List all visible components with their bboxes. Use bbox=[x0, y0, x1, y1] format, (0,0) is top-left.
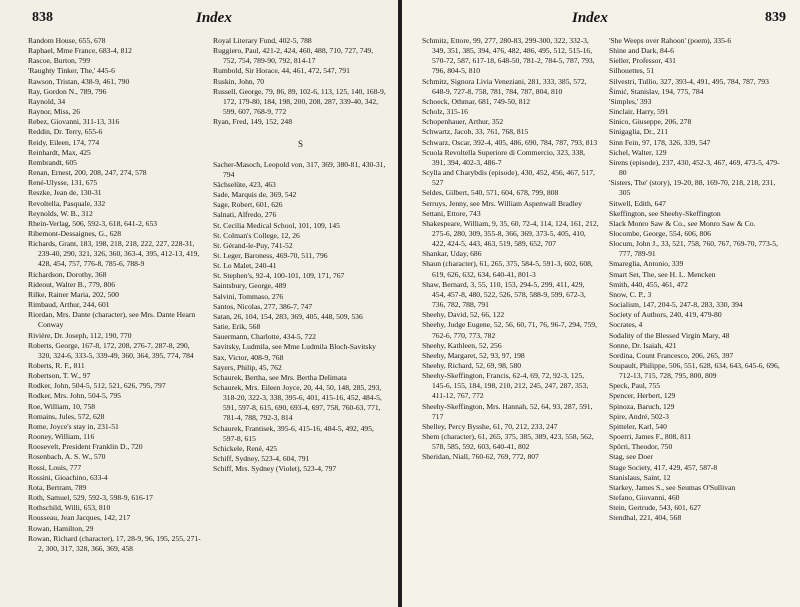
index-entry: Santos, Nicolas, 277, 386-7, 747 bbox=[213, 301, 313, 311]
index-entry: Sitwell, Edith, 647 bbox=[609, 198, 666, 208]
index-entry: Shine and Dark, 84-6 bbox=[609, 46, 674, 56]
index-entry: Royal Literary Fund, 402-5, 788 bbox=[213, 36, 312, 45]
index-entry: Sheridan, Niall, 760-62, 769, 772, 807 bbox=[422, 452, 539, 462]
index-entry: Slocum, John J., 33, 521, 758, 760, 767, 769-70, 773-5, 777, 789-91 bbox=[609, 239, 780, 259]
index-entry: Sheehy-Skeffington, Francis, 62-4, 69, 72, 92-3, 125, 145-6, 155, 184, 198, 210, 212, 245, 247, 287, 353, 411-12, 767, 772 bbox=[422, 371, 591, 401]
index-entry: Šimić, Stanislav, 194, 775, 784 bbox=[609, 86, 704, 96]
index-entry: Rota, Bertram, 789 bbox=[28, 482, 87, 492]
right-page-number: 839 bbox=[765, 10, 786, 25]
index-entry: Raynor, Miss, 26 bbox=[28, 107, 81, 117]
index-entry: Slocombe, George, 554, 606, 806 bbox=[609, 228, 711, 238]
index-entry: Settani, Ettore, 743 bbox=[422, 208, 481, 218]
index-entry: Rossini, Gioachino, 633-4 bbox=[28, 472, 108, 482]
index-entry: Shem (character), 61, 265, 375, 385, 389, 423, 558, 562, 578, 585, 592, 603, 640-41, 802 bbox=[422, 432, 596, 452]
index-entry: Rothschild, Willi, 653, 810 bbox=[28, 503, 111, 513]
index-entry: Rowan, Richard (character), 17, 28-9, 96, 195, 255, 271-2, 300, 317, 328, 366, 369, 458 bbox=[28, 533, 201, 553]
index-entry: Sheehy, Richard, 52, 69, 98, 580 bbox=[422, 361, 522, 370]
left-index-column-2 bbox=[213, 36, 388, 554]
index-entry: Reszke, Jean de, 130-31 bbox=[28, 188, 102, 198]
index-entry: Smart Set, The, see H. L. Mencken bbox=[609, 269, 716, 279]
left-page-header bbox=[28, 10, 388, 36]
index-entry: Sauermann, Charlotte, 434-5, 722 bbox=[213, 332, 316, 342]
index-entry: Rossi, Louis, 777 bbox=[28, 462, 82, 472]
index-entry: Rimbaud, Arthur, 244, 601 bbox=[28, 300, 110, 310]
index-entry: Scholz, 315-16 bbox=[422, 107, 468, 117]
index-entry: Sichel, Walter, 129 bbox=[609, 147, 667, 157]
index-entry: Sächselüte, 423, 463 bbox=[213, 179, 276, 189]
index-entry: Sodality of the Blessed Virgin Mary, 48 bbox=[609, 330, 730, 340]
index-entry: Rebez, Giovanni, 311-13, 316 bbox=[28, 117, 120, 127]
index-entry: Schiff, Mrs. Sydney (Violet), 523-4, 797 bbox=[213, 464, 337, 474]
index-entry: Rosenbach, A. S. W., 570 bbox=[28, 452, 106, 462]
left-index-column-1 bbox=[28, 36, 203, 554]
index-entry: Salnati, Alfredo, 276 bbox=[213, 210, 277, 220]
index-entry: Raynold, 34 bbox=[28, 96, 66, 106]
index-entry: Schmitz, Signora Livia Veneziani, 281, 333, 385, 572, 648-9, 727-8, 758, 781, 784, 787, 804, 810 bbox=[422, 76, 589, 96]
index-entry: Rhein-Verlag, 506, 592-3, 618, 641-2, 653 bbox=[28, 218, 158, 228]
index-entry: Raphael, Mme France, 683-4, 812 bbox=[28, 46, 132, 56]
index-entry: Snow, C. P., 3 bbox=[609, 289, 652, 299]
index-entry: Schopenhauer, Arthur, 352 bbox=[422, 117, 504, 127]
index-entry: Spitteler, Karl, 540 bbox=[609, 421, 667, 431]
index-entry: Sayers, Philip, 45, 762 bbox=[213, 362, 282, 372]
right-page-header bbox=[422, 10, 786, 36]
index-entry: Serruys, Jenny, see Mrs. William Aspenwall Bradley bbox=[422, 198, 582, 208]
index-entry: Rascoe, Burton, 799 bbox=[28, 56, 91, 66]
index-entry: Roberts, R. F., 811 bbox=[28, 361, 85, 370]
index-entry: Saintsbury, George, 489 bbox=[213, 281, 287, 291]
index-entry: Stendhal, 221, 404, 568 bbox=[609, 513, 682, 523]
index-entry: Reinhardt, Max, 425 bbox=[28, 147, 91, 157]
index-entry: Sinclair, Harry, 591 bbox=[609, 107, 669, 117]
right-page bbox=[402, 0, 800, 607]
index-entry: René-Ulysse, 131, 675 bbox=[28, 178, 98, 188]
index-entry: St. Lo Malet, 240-41 bbox=[213, 261, 277, 271]
index-entry: Rodker, John, 504-5, 512, 521, 626, 795, 797 bbox=[28, 381, 166, 391]
index-entry: Rivière, Dr. Joseph, 112, 190, 770 bbox=[28, 330, 132, 340]
index-entry: Reidy, Eileen, 174, 774 bbox=[28, 137, 100, 147]
index-entry: Schaurek, Mrs. Eileen Joyce, 20, 44, 50, 148, 285, 293, 318-20, 322-3, 338, 395-6, 401, 415-16, 452, 484-5, 591, 597-8, 615, 690, 693-4, 697, 758, 760-63, 771, 781-4, 788, 792-3, 814 bbox=[213, 383, 384, 423]
index-entry: Renan, Ernest, 200, 208, 247, 274, 578 bbox=[28, 168, 147, 178]
index-entry: Ruggiero, Paul, 421-2, 424, 460, 488, 710, 727, 749, 752, 754, 789-90, 792, 814-17 bbox=[213, 46, 376, 66]
index-entry: St. Colman's College, 12, 26 bbox=[213, 230, 300, 240]
index-entry: Sheehy, David, 52, 66, 122 bbox=[422, 310, 505, 320]
index-entry: Rodker, Mrs. John, 504-5, 795 bbox=[28, 391, 121, 401]
index-entry: Reddin, Dr. Terry, 655-6 bbox=[28, 127, 103, 137]
index-entry: Sordina, Count Francesco, 206, 265, 397 bbox=[609, 350, 734, 360]
index-entry: Skeffington, see Sheehy-Skeffington bbox=[609, 208, 721, 218]
index-entry: 'Raughty Tinker, The,' 445-6 bbox=[28, 66, 115, 76]
index-entry: Silhouettes, 51 bbox=[609, 66, 655, 76]
index-entry: Smareglia, Antonio, 339 bbox=[609, 259, 684, 269]
index-entry: Stag, see Doer bbox=[609, 452, 654, 462]
index-entry: Rilke, Rainer Maria, 202, 500 bbox=[28, 289, 119, 299]
index-entry: Salvini, Tommaso, 276 bbox=[213, 291, 284, 301]
index-entry: Rawson, Tristan, 438-9, 461, 790 bbox=[28, 76, 130, 86]
index-entry: Riordan, Mrs. Dante (character), see Mrs. Dante Hearn Conway bbox=[28, 310, 198, 330]
index-entry: Sieller, Professor, 431 bbox=[609, 56, 676, 66]
index-entry: Soupault, Philippe, 506, 551, 628, 634, 643, 645-6, 696, 712-13, 715, 728, 795, 800, 809 bbox=[609, 361, 782, 381]
index-entry: Rousseau, Jean Jacques, 142, 217 bbox=[28, 513, 131, 523]
index-entry: Socialism, 147, 204-5, 247-8, 283, 330, 394 bbox=[609, 300, 743, 310]
index-entry: 'Sisters, The' (story), 19-20, 88, 169-70, 218, 218, 231, 305 bbox=[609, 178, 778, 198]
left-page-number: 838 bbox=[32, 10, 53, 25]
index-entry: Spoerri, James F., 808, 811 bbox=[609, 432, 692, 442]
index-entry: Sheehy, Margaret, 52, 93, 97, 198 bbox=[422, 350, 525, 360]
index-entry: Rumbold, Sir Horace, 44, 461, 472, 547, 791 bbox=[213, 66, 350, 76]
index-entry: Schiff, Sydney, 523-4, 604, 791 bbox=[213, 454, 310, 464]
index-entry: Ray, Gordon N., 789, 796 bbox=[28, 86, 107, 96]
index-entry: Ribemont-Dessaignes, G., 628 bbox=[28, 228, 122, 238]
index-entry: Sade, Marquis de, 369, 542 bbox=[213, 190, 297, 200]
index-entry: 'Simples,' 393 bbox=[609, 96, 652, 106]
index-entry: Schaurek, Frantisek, 395-6, 415-16, 484-5, 492, 495, 597-8, 615 bbox=[213, 423, 376, 443]
index-entry: Schickele, René, 425 bbox=[213, 443, 278, 453]
index-entry: Silvestri, Tullio, 327, 393-4, 491, 495, 784, 787, 793 bbox=[609, 76, 769, 86]
left-running-title: Index bbox=[196, 10, 232, 26]
index-entry: Russell, George, 79, 86, 89, 102-6, 113, 125, 140, 168-9, 172, 179-80, 184, 198, 200, 208, 287, 339-40, 342, 599, 607, 768-9, 772 bbox=[213, 86, 388, 117]
index-entry: Shaw, Bernard, 3, 55, 110, 153, 294-5, 299, 411, 429, 454, 457-8, 480, 522, 526, 578, 588-9, 599, 672-3, 736, 782, 788, 791 bbox=[422, 279, 588, 310]
index-entry: Revoltella, Pasquale, 332 bbox=[28, 198, 106, 208]
index-entry: Roberts, George, 167-8, 172, 208, 276-7, 287-8, 290, 320, 324-6, 333-5, 339-49, 360, 364, 395, 774, 784 bbox=[28, 340, 194, 360]
index-entry: Sinn Fein, 97, 178, 326, 339, 547 bbox=[609, 137, 711, 147]
index-entry: Schaurek, Bertha, see Mrs. Bertha Delimata bbox=[213, 372, 347, 382]
index-entry: Richards, Grant, 183, 198, 218, 218, 222, 227, 228-31, 239-40, 290, 321, 326, 360, 363-4, 395, 412-13, 419, 428, 454, 757, 776-8, 785-6, 788-9 bbox=[28, 239, 202, 269]
index-entry: Slack Monro Saw & Co., see Monro Saw & Co. bbox=[609, 218, 756, 228]
index-entry: Rome, Joyce's stay in, 231-51 bbox=[28, 421, 119, 431]
index-entry: Schwarz, Oscar, 392-4, 405, 486, 690, 784, 787, 793, 813 bbox=[422, 137, 598, 147]
index-entry: Scylla and Charybdis (episode), 430, 452, 456, 467, 517, 527 bbox=[422, 168, 597, 188]
index-entry: Sonne, Dr. Isaiah, 421 bbox=[609, 340, 677, 350]
index-entry: Sacher-Masoch, Leopold von, 317, 369, 380-81, 430-31, 794 bbox=[213, 159, 388, 179]
index-entry: Stein, Gertrude, 543, 601, 627 bbox=[609, 503, 701, 513]
index-entry: Schoeck, Othmar, 681, 749-50, 812 bbox=[422, 96, 531, 106]
left-index-columns bbox=[28, 36, 388, 554]
index-entry: St. Leger, Baroness, 469-70, 511, 796 bbox=[213, 250, 328, 260]
index-entry: Sage, Robert, 601, 626 bbox=[213, 200, 283, 210]
index-entry: Roe, William, 10, 758 bbox=[28, 401, 96, 411]
index-entry: Rembrandt, 605 bbox=[28, 157, 77, 167]
index-entry: Sax, Victor, 408-9, 768 bbox=[213, 352, 284, 362]
index-entry: Rowan, Hamilton, 29 bbox=[28, 523, 94, 533]
index-entry: Sheehy, Judge Eugene, 52, 56, 60, 71, 76, 96-7, 294, 759, 762-6, 770, 773, 782 bbox=[422, 320, 599, 340]
index-entry: St. Stephen's, 92-4, 100-101, 109, 171, 767 bbox=[213, 271, 345, 281]
index-entry: Spencer, Herbert, 129 bbox=[609, 391, 676, 401]
index-entry: Scuola Revoltella Superiore di Commercio, 323, 338, 391, 394, 402-3, 486-7 bbox=[422, 147, 587, 167]
right-index-columns bbox=[422, 36, 786, 524]
index-entry: Spörri, Theodor, 750 bbox=[609, 442, 673, 452]
index-entry: St. Cecilia Medical School, 101, 109, 145 bbox=[213, 220, 340, 230]
index-entry: Reynolds, W. B., 312 bbox=[28, 208, 93, 218]
index-entry: Stefano, Giovanni, 460 bbox=[609, 493, 680, 503]
index-entry: Romains, Jules, 572, 628 bbox=[28, 411, 105, 421]
index-entry: Socrates, 4 bbox=[609, 320, 643, 330]
index-entry: Shelley, Percy Bysshe, 61, 70, 212, 233, 247 bbox=[422, 421, 558, 431]
index-entry: Stage Society, 417, 429, 457, 587-8 bbox=[609, 462, 718, 472]
index-entry: Roosevelt, President Franklin D., 720 bbox=[28, 442, 143, 452]
index-entry: Sinigaglia, Dr., 211 bbox=[609, 127, 668, 137]
index-entry: Shankar, Uday, 686 bbox=[422, 249, 482, 259]
index-entry: Rooney, William, 116 bbox=[28, 432, 95, 442]
index-entry: St. Gérand-le-Puy, 741-52 bbox=[213, 240, 293, 250]
index-entry: Shaun (character), 61, 265, 375, 584-5, 591-3, 602, 608, 619, 626, 632, 634, 640-41, 801-3 bbox=[422, 259, 595, 279]
index-entry: Smith, 440, 455, 461, 472 bbox=[609, 279, 688, 289]
index-entry: Sinico, Giuseppe, 206, 278 bbox=[609, 117, 692, 127]
index-entry: Schwartz, Jacob, 33, 761, 768, 815 bbox=[422, 127, 529, 137]
index-entry: Spinoza, Baruch, 129 bbox=[609, 401, 675, 411]
index-entry: Robertson, T. W., 97 bbox=[28, 371, 91, 381]
index-entry: Starkey, James S., see Seumas O'Sullivan bbox=[609, 482, 736, 492]
index-entry: Sheehy-Skeffington, Mrs. Hannah, 52, 64, 93, 287, 591, 717 bbox=[422, 401, 595, 421]
index-entry: Savitsky, Ludmila, see Mme Ludmila Bloch-Savitsky bbox=[213, 342, 376, 352]
right-index-column-1 bbox=[422, 36, 599, 524]
index-entry: Seldes, Gilbert, 540, 571, 604, 678, 799, 808 bbox=[422, 188, 559, 198]
right-running-title: Index bbox=[572, 10, 608, 26]
index-entry: Society of Authors, 240, 419, 479-80 bbox=[609, 310, 722, 320]
index-entry: Schmitz, Ettore, 99, 277, 280-83, 299-300, 322, 332-3, 349, 351, 385, 394, 476, 482, 486, 495, 512, 515-16, 570-72, 587, 617-18, 648-50, 781-2, 784-5, 787, 793, 796, 804-5, 810 bbox=[422, 36, 597, 76]
index-entry: Shakespeare, William, 9, 35, 60, 72-4, 114, 124, 161, 212, 275-6, 280, 309, 355-8, 366, 369, 373-5, 405, 410, 422, 424-5, 443, 463, 519, 589, 652, 707 bbox=[422, 218, 601, 249]
index-entry: Richardson, Dorothy, 368 bbox=[28, 269, 107, 279]
index-entry: Roth, Samuel, 529, 592-3, 598-9, 616-17 bbox=[28, 493, 153, 503]
index-entry: Stanislaus, Saint, 12 bbox=[609, 472, 671, 482]
index-entry: Satie, Erik, 568 bbox=[213, 322, 261, 332]
section-letter-heading: S bbox=[297, 139, 303, 150]
index-entry: Rideout, Walter B., 779, 806 bbox=[28, 279, 115, 289]
index-entry: Satan, 26, 104, 154, 283, 369, 405, 448, 509, 536 bbox=[213, 311, 363, 321]
index-entry: Sirens (episode), 237, 430, 452-3, 467, 469, 473-5, 479-80 bbox=[609, 157, 780, 178]
right-index-column-2 bbox=[609, 36, 786, 524]
index-entry: Spire, André, 502-3 bbox=[609, 411, 669, 421]
index-entry: Ryan, Fred, 149, 152, 248 bbox=[213, 117, 293, 127]
index-entry: Speck, Paul, 755 bbox=[609, 381, 661, 391]
index-entry: Sheehy, Kathleen, 52, 256 bbox=[422, 340, 502, 350]
index-entry: Ruskin, John, 70 bbox=[213, 76, 265, 86]
index-entry: Random House, 655, 678 bbox=[28, 36, 106, 45]
left-page bbox=[0, 0, 398, 607]
index-entry: 'She Weeps over Rahoon' (poem), 335-6 bbox=[609, 36, 732, 45]
